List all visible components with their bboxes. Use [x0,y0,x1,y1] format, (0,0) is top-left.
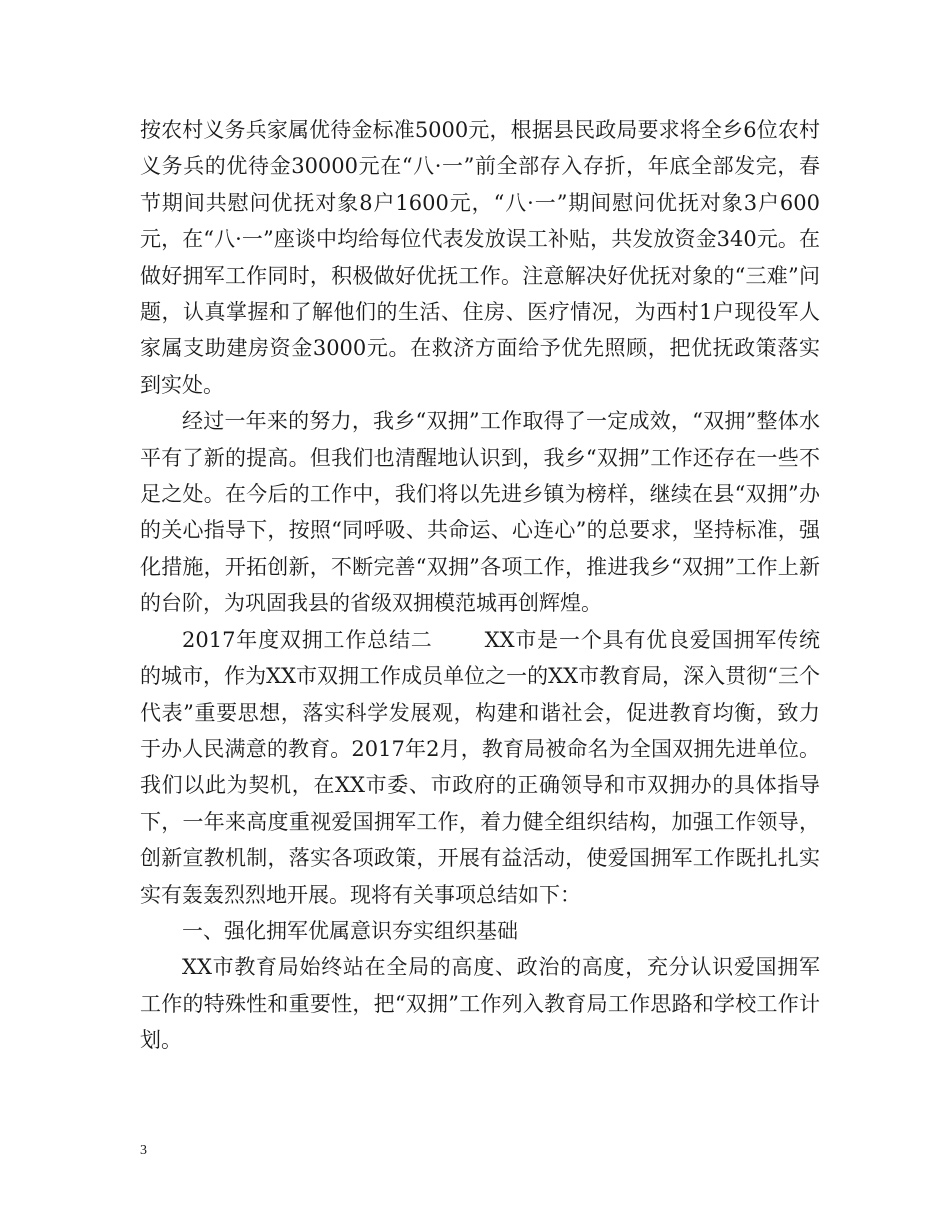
paragraph-summary-two [140,622,820,913]
paragraph-preferential-treatment-funds: 按农村义务兵家属优待金标准5000元，根据县民政局要求将全乡6位农村义务兵的优待金30000元在“八·一”前全部存入存折，年底全部发完，春节期间共慰问优抚对象8户1600元，“八·一”期间慰问优抚对象3户600元，在“八·一”座谈中均给每位代表发放误工补贴，共发放资金340元。在做好拥军工作同时，积极做好优抚工作。注意解决好优抚对象的“三难”问题，认真掌握和了解他们的生活、住房、医疗情况，为西村1户现役军人家属支助建房资金3000元。在救济方面给予优先照顾，把优抚政策落实到实处。 [140,118,820,397]
document-body [140,112,820,1059]
section-heading-organization: 一、强化拥军优属意识夯实组织基础 [182,918,518,943]
section-heading-summary-two: 2017年度双拥工作总结二 [182,627,433,652]
paragraph-achievements-outlook: 经过一年来的努力，我乡“双拥”工作取得了一定成效，“双拥”整体水平有了新的提高。但我们也清醒地认识到，我乡“双拥”工作还存在一些不足之处。在今后的工作中，我们将以先进乡镇为榜样，继续在县“双拥”办的关心指导下，按照“同呼吸、共命运、心连心”的总要求，坚持标准，强化措施，开拓创新，不断完善“双拥”各项工作，推进我乡“双拥”工作上新的台阶，为巩固我县的省级双拥模范城再创辉煌。 [140,409,820,616]
summary-two-body: XX市是一个具有优良爱国拥军传统的城市，作为XX市双拥工作成员单位之一的XX市教育局，深入贯彻“三个代表”重要思想，落实科学发展观，构建和谐社会，促进教育均衡，致力于办人民满意的教育。2017年2月，教育局被命名为全国双拥先进单位。我们以此为契机，在XX市委、市政府的正确领导和市双拥办的具体指导下，一年来高度重视爱国拥军工作，着力健全组织结构，加强工作领导，创新宣教机制，落实各项政策，开展有益活动，使爱国拥军工作既扎扎实实有轰轰烈烈地开展。现将有关事项总结如下： [140,627,820,907]
paragraph-education-bureau: XX市教育局始终站在全局的高度、政治的高度，充分认识爱国拥军工作的特殊性和重要性，把“双拥”工作列入教育局工作思路和学校工作计划。 [140,955,820,1053]
page-number: 3 [140,1143,147,1158]
